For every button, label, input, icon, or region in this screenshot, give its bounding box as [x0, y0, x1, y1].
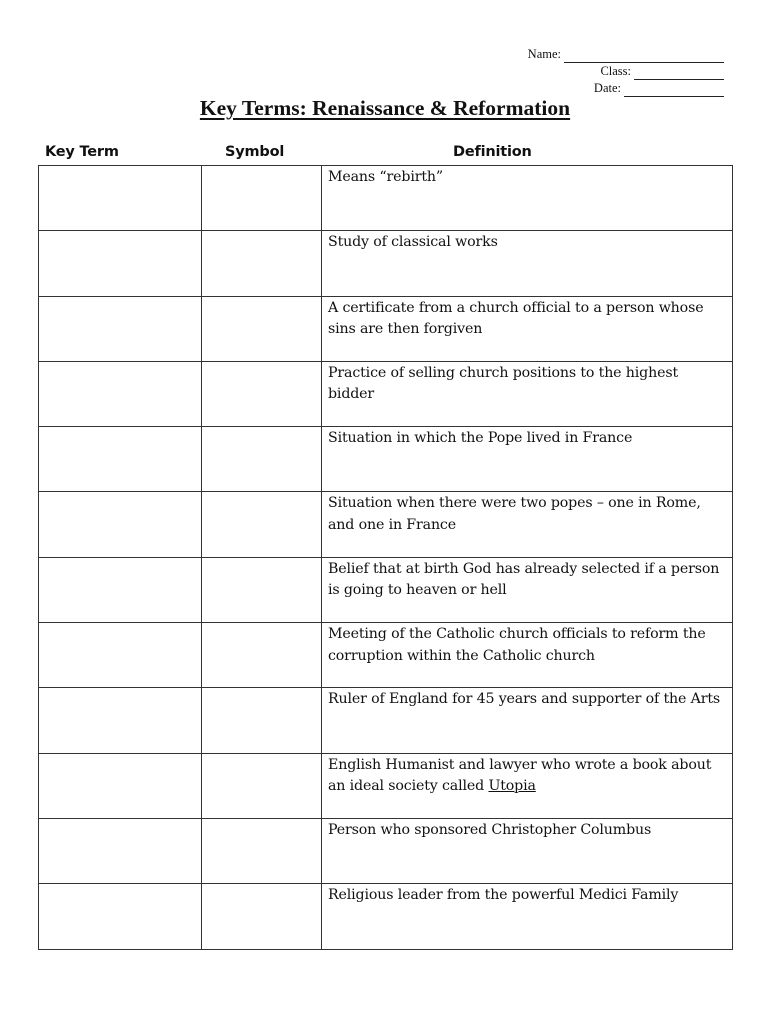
name-field-row — [484, 46, 724, 63]
definition-cell: Situation when there were two popes – one in Rome, and one in France — [322, 492, 733, 557]
symbol-cell[interactable] — [202, 884, 322, 949]
key-term-cell[interactable] — [39, 623, 202, 688]
name-label: Name: — [527, 47, 561, 61]
symbol-cell[interactable] — [202, 688, 322, 753]
definition-cell: A certificate from a church official to a person whose sins are then forgiven — [322, 296, 733, 361]
table-row — [39, 884, 733, 949]
column-header-symbol: Symbol — [225, 144, 285, 160]
table-row — [39, 231, 733, 296]
date-label: Date: — [593, 81, 621, 95]
definition-cell: Belief that at birth God has already selected if a person is going to heaven or hell — [322, 557, 733, 622]
table-row — [39, 296, 733, 361]
definition-cell: Meeting of the Catholic church officials to reform the corruption within the Catholic church — [322, 623, 733, 688]
date-field-row — [484, 80, 724, 97]
key-term-cell[interactable] — [39, 688, 202, 753]
symbol-cell[interactable] — [202, 296, 322, 361]
symbol-cell[interactable] — [202, 818, 322, 883]
definition-cell: Means “rebirth” — [322, 166, 733, 231]
table-row — [39, 557, 733, 622]
table-row — [39, 818, 733, 883]
definition-cell: Person who sponsored Christopher Columbus — [322, 818, 733, 883]
class-field-row — [484, 63, 724, 80]
table-row — [39, 688, 733, 753]
table-row — [39, 427, 733, 492]
definition-text: English Humanist and lawyer who wrote a book about an ideal society called — [328, 756, 712, 795]
key-term-cell[interactable] — [39, 296, 202, 361]
key-terms-table — [38, 165, 733, 950]
key-term-cell[interactable] — [39, 557, 202, 622]
table-row — [39, 623, 733, 688]
key-term-cell[interactable] — [39, 492, 202, 557]
class-label: Class: — [600, 64, 631, 78]
column-header-key-term: Key Term — [45, 144, 119, 160]
symbol-cell[interactable] — [202, 166, 322, 231]
symbol-cell[interactable] — [202, 557, 322, 622]
student-info-fields — [484, 46, 724, 97]
key-term-cell[interactable] — [39, 427, 202, 492]
table-row — [39, 753, 733, 818]
key-term-cell[interactable] — [39, 818, 202, 883]
key-term-cell[interactable] — [39, 884, 202, 949]
definition-cell: Situation in which the Pope lived in France — [322, 427, 733, 492]
key-term-cell[interactable] — [39, 166, 202, 231]
definition-cell: Religious leader from the powerful Medici Family — [322, 884, 733, 949]
key-term-cell[interactable] — [39, 361, 202, 426]
table-row — [39, 166, 733, 231]
key-term-cell[interactable] — [39, 753, 202, 818]
column-header-definition: Definition — [453, 144, 532, 160]
symbol-cell[interactable] — [202, 753, 322, 818]
symbol-cell[interactable] — [202, 623, 322, 688]
key-term-cell[interactable] — [39, 231, 202, 296]
symbol-cell[interactable] — [202, 361, 322, 426]
symbol-cell[interactable] — [202, 492, 322, 557]
definition-cell: Practice of selling church positions to the highest bidder — [322, 361, 733, 426]
definition-cell: Study of classical works — [322, 231, 733, 296]
book-title-utopia: Utopia — [488, 778, 536, 795]
name-blank[interactable] — [564, 50, 724, 63]
class-blank[interactable] — [634, 67, 724, 80]
definition-cell: Ruler of England for 45 years and supporter of the Arts — [322, 688, 733, 753]
document-title: Key Terms: Renaissance & Reformation — [199, 96, 571, 120]
definition-cell — [322, 753, 733, 818]
table-row — [39, 361, 733, 426]
symbol-cell[interactable] — [202, 427, 322, 492]
symbol-cell[interactable] — [202, 231, 322, 296]
table-row — [39, 492, 733, 557]
